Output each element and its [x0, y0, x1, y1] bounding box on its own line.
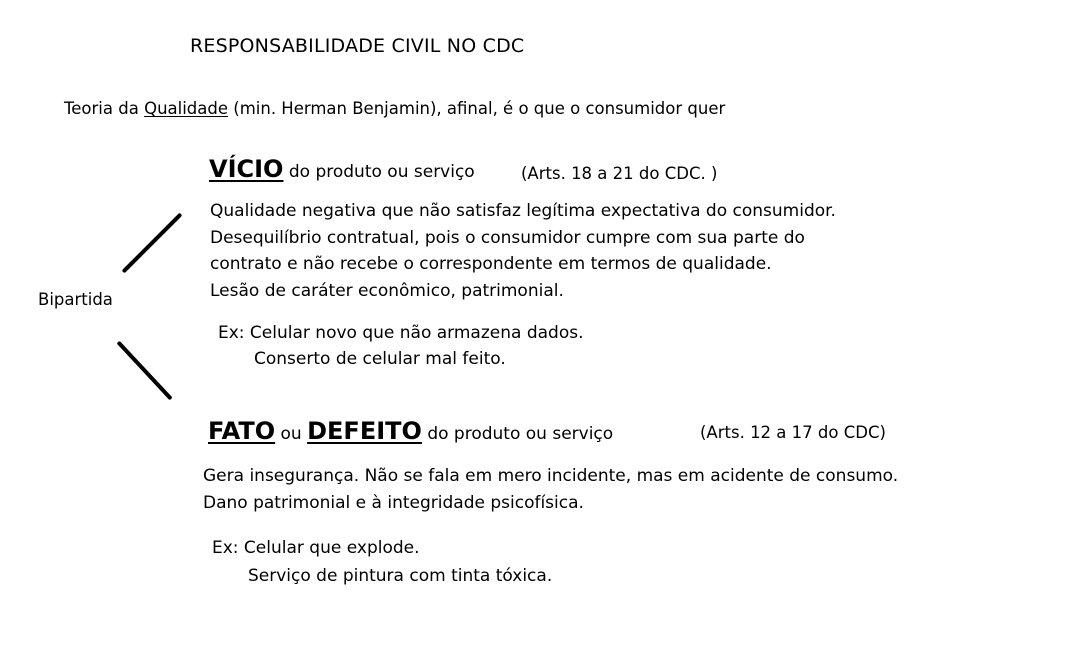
fato-example-2: Serviço de pintura com tinta tóxica.: [248, 566, 553, 586]
vicio-example-2: Conserto de celular mal feito.: [254, 349, 506, 369]
fato-articles: (Arts. 12 a 17 do CDC): [700, 423, 886, 442]
branch-line-upper: [122, 213, 183, 274]
fato-heading-rest: do produto ou serviço: [421, 424, 614, 444]
vicio-heading-rest: do produto ou serviço: [283, 162, 475, 182]
vicio-example-1: Ex: Celular novo que não armazena dados.: [218, 323, 584, 343]
vicio-line: Qualidade negativa que não satisfaz legítima expectativa do consumidor.: [210, 201, 836, 221]
page-title: RESPONSABILIDADE CIVIL NO CDC: [190, 35, 525, 57]
vicio-articles: (Arts. 18 a 21 do CDC. ): [521, 164, 718, 183]
vicio-heading: [209, 155, 475, 186]
fato-connector: ou: [275, 424, 308, 444]
fato-term: FATO: [208, 417, 276, 445]
fato-description: [203, 463, 898, 516]
theory-suffix: (min. Herman Benjamin), afinal, é o que o consumidor quer: [228, 99, 726, 118]
vicio-description: [210, 198, 836, 304]
vicio-line: Desequilíbrio contratual, pois o consumidor cumpre com sua parte do: [210, 227, 805, 248]
branch-line-lower: [117, 341, 173, 401]
fato-line: Dano patrimonial e à integridade psicofísica.: [203, 492, 584, 513]
branch-label: Bipartida: [38, 290, 113, 309]
theory-prefix: Teoria da: [64, 99, 145, 118]
vicio-line: Lesão de caráter econômico, patrimonial.: [210, 280, 564, 301]
fato-line: Gera insegurança. Não se fala em mero incidente, mas em acidente de consumo.: [203, 466, 899, 486]
fato-heading: [208, 417, 613, 448]
vicio-line: contrato e não recebe o correspondente em termos de qualidade.: [210, 254, 772, 274]
theory-line: [64, 99, 725, 118]
fato-example-1: Ex: Celular que explode.: [212, 538, 420, 558]
defeito-term: DEFEITO: [307, 417, 422, 445]
vicio-term: VÍCIO: [209, 155, 284, 183]
theory-term: Qualidade: [144, 99, 229, 118]
